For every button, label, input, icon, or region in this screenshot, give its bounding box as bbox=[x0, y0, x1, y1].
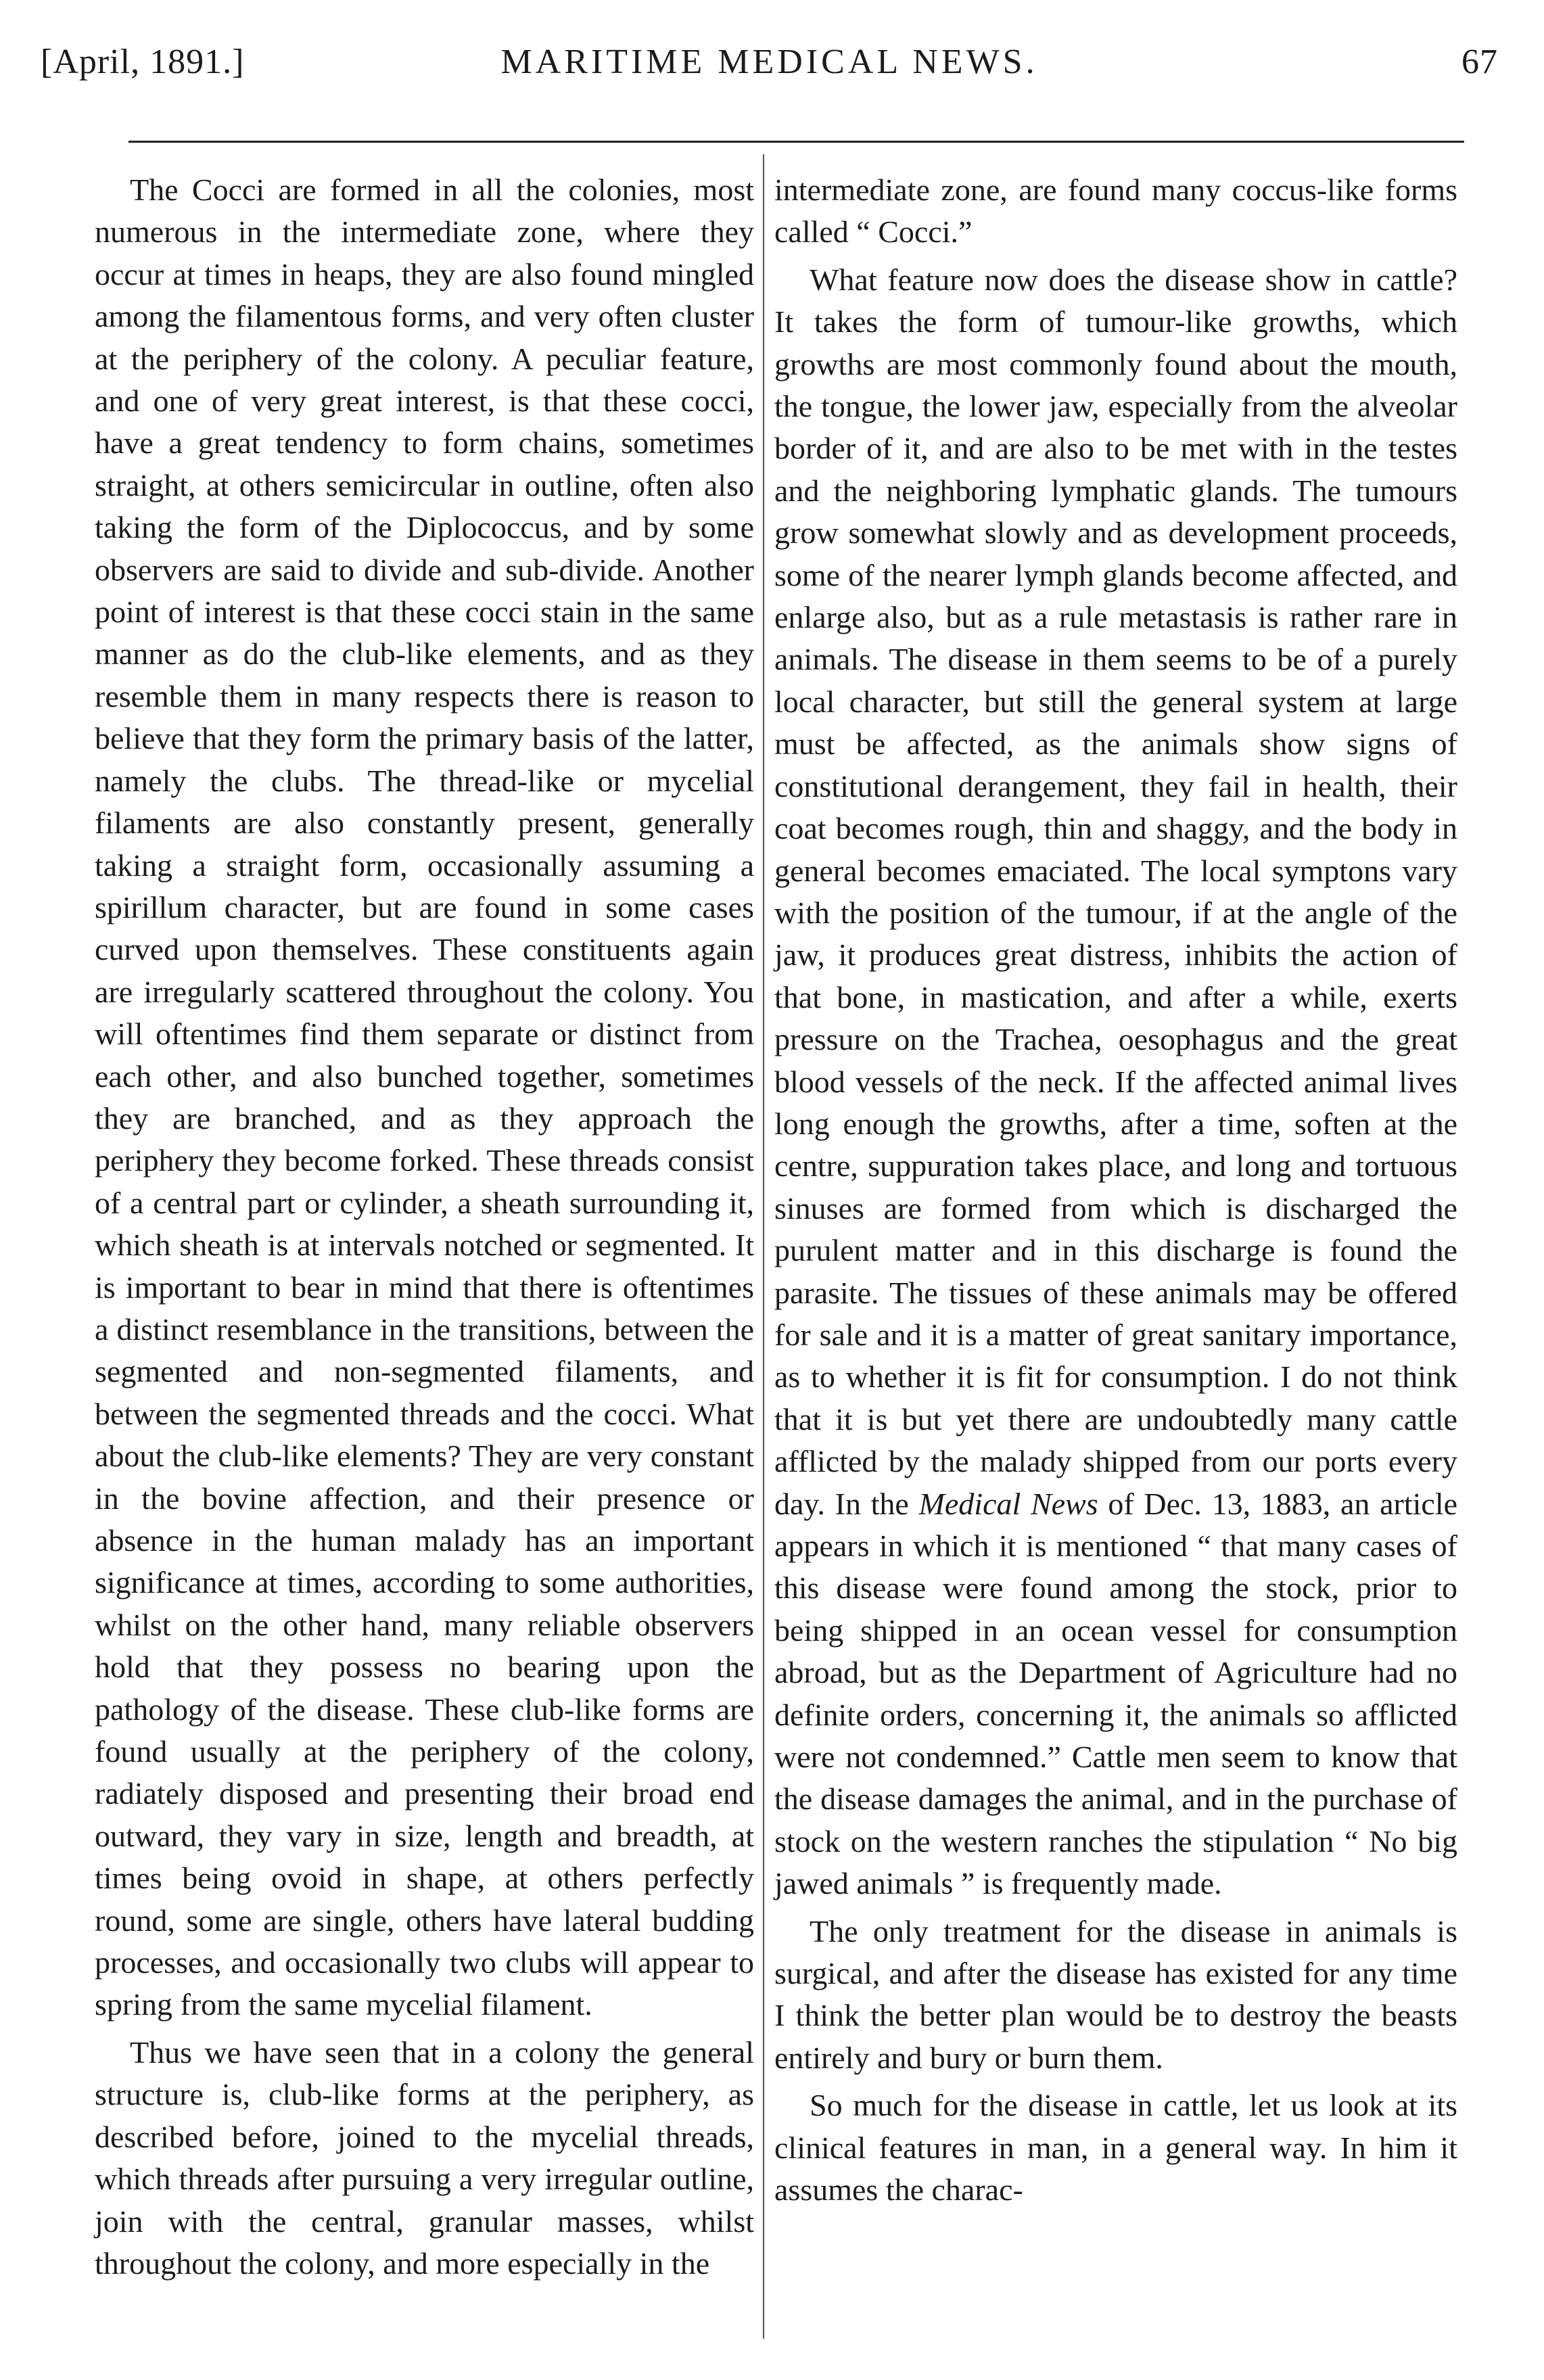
journal-title: MARITIME MEDICAL NEWS. bbox=[500, 43, 1038, 81]
right-paragraph-2-text: What feature now does the disease show in cattle? It takes the form of tumour-like growths, which growths are most commonly found about the mouth, the tongue, the lower jaw, especially from the alveolar border of it, and are also to be met with in the testes and the neighboring lymphatic glands. The tumours grow somewhat slowly and as development proceeds, some of the nearer lymph glands become affected, and enlarge also, but as a rule metastasis is rather rare in animals. The disease in them seems to be of a purely local character, but still the general system at large must be affected, as the animals show signs of constitutional derangement, they fail in health, their coat becomes rough, thin and shaggy, and the body in general becomes emaciated. The local symptons vary with the position of the tumour, if at the angle of the jaw, it produces great distress, inhibits the action of that bone, in mastication, and after a while, exerts pressure on the Trachea, oesophagus and the great blood vessels of the neck. If the affected animal lives long enough the growths, after a time, soften at the centre, suppuration takes place, and long and tortuous sinuses are formed from which is discharged the purulent matter and in this discharge is found the parasite. The tissues of these animals may be offered for sale and it is a matter of great sanitary importance, as to whether it is fit for consumption. I do not think that it is but yet there are undoubtedly many cattle afflicted by the malady shipped from our ports every day. In the bbox=[774, 262, 1457, 1521]
left-column bbox=[95, 169, 754, 2285]
running-header bbox=[41, 42, 1498, 110]
right-paragraph-1: intermediate zone, are found many coccus-like forms called “ Cocci.” bbox=[774, 172, 1457, 250]
left-paragraph-2: Thus we have seen that in a colony the general structure is, club-like forms at the periphery, as described before, joined to the mycelial threads, which threads after pursuing a very irregular outline, join with the central, granular masses, whilst throughout the colony, and more especially in the bbox=[95, 2034, 754, 2281]
right-paragraph-2 bbox=[774, 259, 1457, 1905]
right-paragraph-4: So much for the disease in cattle, let us look at its clinical features in man, in a general way. In him it assumes the charac- bbox=[774, 2088, 1457, 2208]
column-divider bbox=[763, 154, 764, 2339]
header-date: [April, 1891.] bbox=[41, 43, 245, 81]
left-paragraph-1: The Cocci are formed in all the colonies, most numerous in the intermediate zone, where they occur at times in heaps, they are also found mingled among the filamentous forms, and very often cluster at the periphery of the colony. A peculiar feature, and one of very great interest, is that these cocci, have a great tendency to form chains, sometimes straight, at others semicircular in outline, often also taking the form of the Diplococcus, and by some observers are said to divide and sub-divide. Another point of interest is that these cocci stain in the same manner as do the club-like elements, and as they resemble them in many respects there is reason to believe that they form the primary basis of the latter, namely the clubs. The thread-like or mycelial filaments are also constantly present, generally taking a straight form, occasionally assuming a spirillum character, but are found in some cases curved upon themselves. These constituents again are irregularly scattered throughout the colony. You will oftentimes find them separate or distinct from each other, and also bunched together, sometimes they are branched, and as they approach the periphery they become forked. These threads consist of a central part or cylinder, a sheath surrounding it, which sheath is at intervals notched or segmented. It is important to bear in mind that there is oftentimes a distinct resemblance in the transitions, between the segmented and non-segmented filaments, and between the segmented threads and the cocci. What about the club-like elements? They are very constant in the bovine affection, and their presence or absence in the human malady has an important significance at times, according to some authorities, whilst on the other hand, many reliable observers hold that they possess no bearing upon the pathology of the disease. These club-like forms are found usually at the periphery of the colony, radiately disposed and presenting their broad end outward, they vary in size, length and breadth, at times being ovoid in shape, at others perfectly round, some are single, others have lateral budding processes, and occasionally two clubs will appear to spring from the same mycelial filament. bbox=[95, 172, 754, 2022]
journal-citation: Medical News bbox=[918, 1486, 1098, 1521]
right-column bbox=[774, 169, 1457, 2212]
right-paragraph-3: The only treatment for the disease in animals is surgical, and after the disease has existed for any time I think the better plan would be to destroy the beasts entirely and bury or burn them. bbox=[774, 1913, 1457, 2075]
header-rule bbox=[128, 141, 1464, 143]
right-paragraph-2-quote: of Dec. 13, 1883, an article appears in which it is mentioned “ that many cases of this disease were found among the stock, prior to being shipped in an ocean vessel for consumption abroad, but as the Department of Agriculture had no definite orders, concerning it, the animals so afflicted were not condemned.” Cattle men seem to know that the disease damages the animal, and in the purchase of stock on the western ranches the stipulation “ No big jawed animals ” is frequently made. bbox=[774, 1486, 1458, 1901]
page-number: 67 bbox=[1461, 43, 1498, 81]
